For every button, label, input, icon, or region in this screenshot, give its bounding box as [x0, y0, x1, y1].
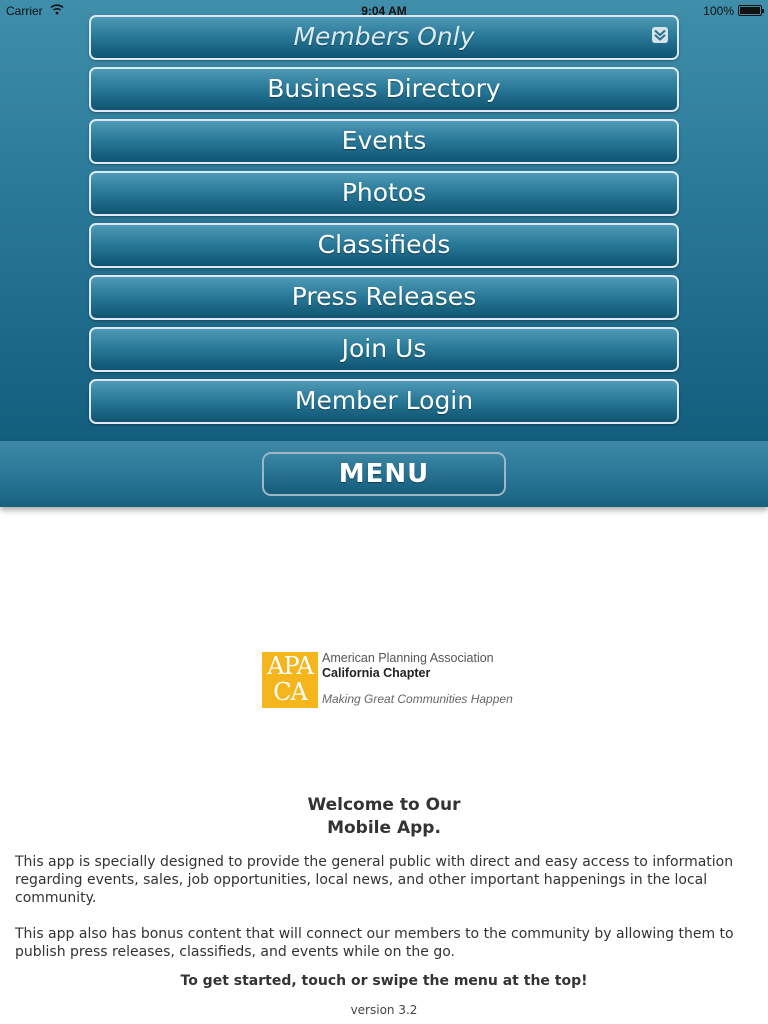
welcome-title-line1: Welcome to Our [307, 795, 461, 815]
menu-item-classifieds[interactable] [89, 223, 679, 268]
members-only-header[interactable] [89, 15, 679, 60]
menu-item-join-us[interactable] [89, 327, 679, 372]
members-only-label: Members Only [293, 22, 475, 51]
menu-bar [0, 441, 768, 507]
status-time: 9:04 AM [361, 4, 407, 18]
menu-item-press-releases[interactable] [89, 275, 679, 320]
logo-organization: American Planning Association [322, 651, 494, 665]
menu-item-label: Join Us [341, 334, 427, 363]
welcome-title-line2: Mobile App. [327, 818, 441, 838]
menu-item-label: Member Login [294, 386, 474, 415]
welcome-title [0, 794, 768, 840]
menu-item-label: Classifieds [317, 230, 451, 259]
menu-item-label: Photos [341, 178, 427, 207]
status-bar [0, 0, 768, 20]
logo-tagline: Making Great Communities Happen [322, 692, 513, 706]
call-to-action: To get started, touch or swipe the menu at the top! [180, 973, 588, 989]
carrier-label: Carrier [6, 4, 43, 18]
apa-california-logo [262, 651, 512, 709]
logo-mark-ca: CA [273, 678, 307, 706]
chevron-double-down-icon[interactable] [652, 27, 668, 43]
battery-icon [738, 5, 762, 16]
apa-logo-mark [262, 652, 318, 708]
intro-paragraph: This app is specially designed to provide the general public with direct and easy access to information regarding events, sales, job opportunities, local news, and other important happenings in the local community. [15, 854, 734, 906]
menu-item-member-login[interactable] [89, 379, 679, 424]
logo-mark-apa: APA [267, 652, 313, 680]
menu-item-label: Press Releases [291, 282, 477, 311]
menu-item-label: Business Directory [267, 74, 501, 103]
members-paragraph: This app also has bonus content that will connect our members to the community by allowing them to publish press releases, classifieds, and events while on the go. [15, 926, 734, 960]
menu-item-photos[interactable] [89, 171, 679, 216]
menu-button[interactable]: MENU [262, 452, 506, 496]
battery-percent: 100% [703, 4, 734, 18]
menu-panel [0, 0, 768, 441]
menu-item-label: Events [341, 126, 427, 155]
logo-chapter: California Chapter [322, 666, 431, 680]
menu-item-business-directory[interactable] [89, 67, 679, 112]
menu-item-events[interactable] [89, 119, 679, 164]
version-label: version 3.2 [350, 1003, 418, 1017]
